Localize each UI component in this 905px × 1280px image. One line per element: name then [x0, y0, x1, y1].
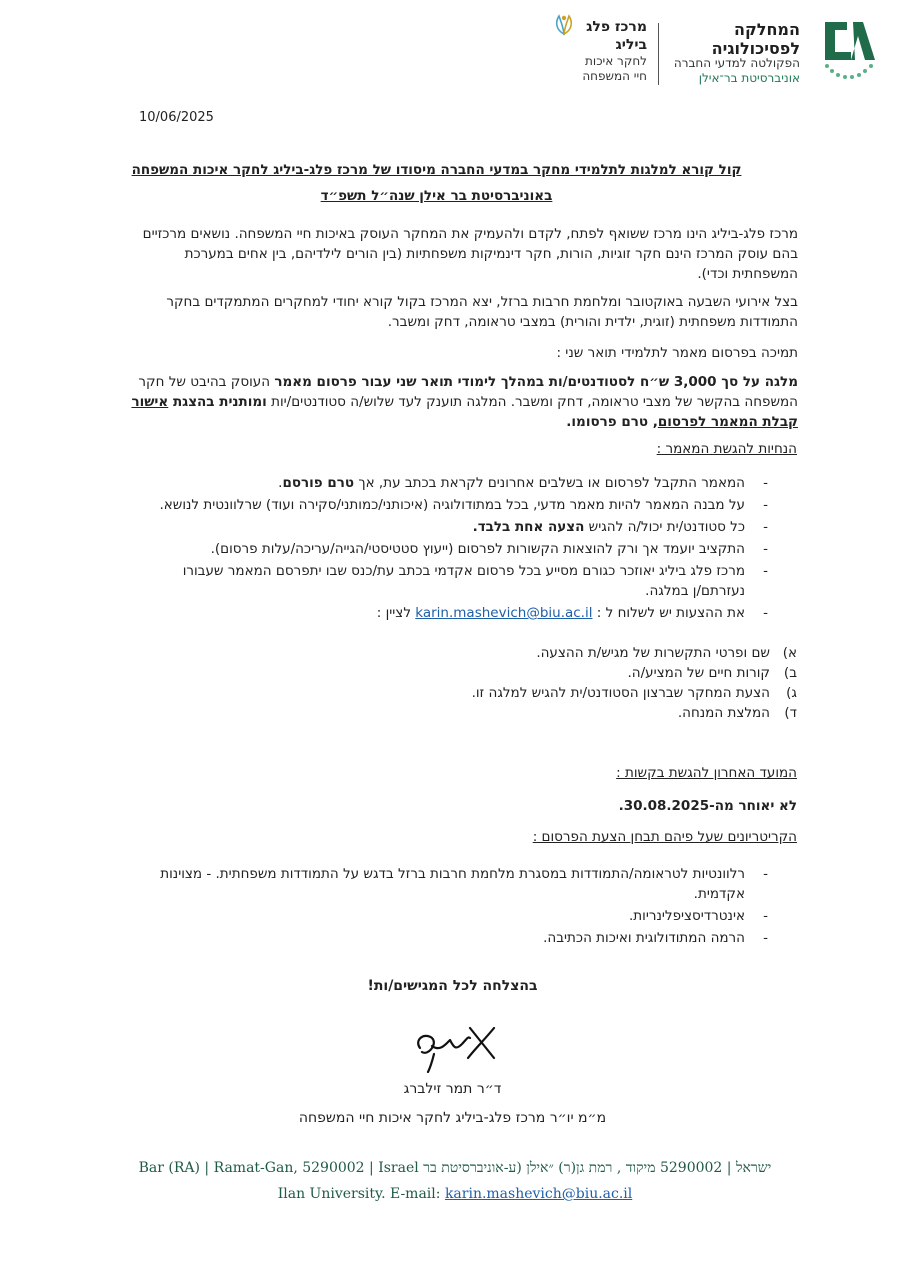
bar-ilan-logo-icon [821, 16, 879, 82]
item-text: המלצת המנחה. [677, 705, 770, 721]
guidelines-heading: הנחיות להגשת המאמר : [656, 441, 797, 457]
item-marker: ד) [784, 705, 797, 721]
list-item [150, 539, 798, 559]
grant-condition-end: , טרם פרסומו. [566, 414, 658, 430]
criteria-list [110, 864, 798, 950]
signer-name: ד״ר תמר זילברג [403, 1081, 502, 1097]
list-item [150, 561, 798, 601]
header-divider [658, 23, 659, 85]
title-line2: באוניברסיטת בר אילן שנה״ל תשפ״ד [320, 188, 553, 204]
list-item [397, 663, 797, 683]
department-title-line1: המחלקה [733, 20, 800, 39]
center-logo-text [527, 18, 647, 84]
list-item: - הרמה המתודולוגית ואיכות הכתיבה. [110, 928, 798, 948]
footer-email-link[interactable]: karin.mashevich@biu.ac.il [444, 1186, 633, 1202]
list-item [397, 683, 797, 703]
university-name: אוניברסיטת בר־אילן [698, 71, 800, 85]
center-leaf-icon [553, 12, 575, 36]
list-item [150, 517, 798, 537]
center-subtitle-line1: לחקר איכות [585, 54, 647, 68]
submission-suffix: לציין : [376, 605, 416, 621]
grant-amount: מלגה על סך 3,000 ש״ח לסטודנטים/ות במהלך לימודי תואר שני עבור פרסום מאמר [274, 374, 798, 390]
department-title-line2: לפסיכולוגיה [711, 39, 800, 58]
grant-text: העוסק בהיבט של חקר המשפחה בהקשר של מצבי טראומה, דחק ומשבר. המלגה תוענק לעד שלוש/ה סטודנטים/יות [138, 374, 798, 410]
footer-address [60, 1155, 850, 1207]
footer-email-label: Ilan University. E-mail: [277, 1186, 445, 1202]
item-text: מרכז פלג ביליג יאוזכר כגורם מסייע בכל פרסום אקדמי בכתב עת/כנס שבו יתפרסם המאמר שעבורו נעזרתם/ן במלגה. [182, 563, 745, 599]
item-text: על מבנה המאמר להיות מאמר מדעי, בכל במתודולוגיה (איכותני/כמותני/סקירה ועוד) שרלוונטית לנושא. [159, 497, 745, 513]
page-title [90, 157, 783, 209]
list-item [150, 603, 798, 623]
list-item [150, 473, 798, 493]
grant-condition: ומותנית בהצגת [168, 394, 267, 410]
list-item [397, 703, 797, 723]
faculty-name: הפקולטה למדעי החברה [673, 56, 800, 70]
submission-items [397, 643, 797, 723]
criteria-heading: הקריטריונים שעל פיהם תבחן הצעת הפרסום : [532, 829, 797, 845]
center-title-line1: מרכז פלג [586, 19, 647, 35]
center-subtitle-line2: חיי המשפחה [582, 69, 647, 83]
item-text: שם ופרטי התקשרות של מגיש/ת ההצעה. [536, 645, 770, 661]
list-item: - רלוונטיות לטראומה/התמודדות במסגרת מלחמת חרבות ברזל בדגש על התמודדות משפחתית. - מצוינות אקדמית. [110, 864, 798, 904]
item-text: התקציב יועמד אך ורק להוצאות הקשורות לפרסום (ייעוץ סטטיסטי/הגייה/עריכה/עלות פרסום). [210, 541, 745, 557]
grant-acceptance: אישור קבלת המאמר לפרסום [131, 394, 798, 430]
guidelines-list [150, 473, 798, 625]
footer-line2 [60, 1181, 850, 1207]
center-title-line2: ביליג [615, 37, 647, 53]
list-item [397, 643, 797, 663]
item-marker: א) [782, 645, 797, 661]
item-bold: הצעה אחת בלבד. [472, 519, 585, 535]
item-text: כל סטודנט/ית יכול/ה להגיש [584, 519, 745, 535]
submission-prefix: את ההצעות יש לשלוח ל : [592, 605, 745, 621]
item-text: המאמר התקבל לפרסום או בשלבים אחרונים לקראת בכתב עת, אך [354, 475, 745, 491]
item-text: קורות חיים של המציע/ה. [627, 665, 770, 681]
good-luck-text: בהצלחה לכל המגישים/ות! [367, 978, 538, 994]
intro-paragraph: מרכז פלג-ביליג הינו מרכז ששואף לפתח, לקדם ולהעמיק את המחקר העוסק באיכות חיי המשפחה. נושאים מרכזיים בהם עוסק המרכז הינם חקר זוגיות, הורות, חקר דינמיקות משפחתיות (בין הורים לילדיהם, בין אחים במערכת המשפחתית וכדי). [142, 226, 798, 282]
item-after: . [278, 475, 283, 491]
deadline-date: לא יאוחר מה-30.08.2025. [618, 798, 797, 814]
title-line1: קול קורא למלגות לתלמידי מחקר במדעי החברה מיסודו של מרכז פלג-ביליג לחקר איכות המשפחה [131, 162, 742, 178]
signature-icon [410, 1018, 500, 1073]
context-paragraph: בצל אירועי השבעה באוקטובר ומלחמת חרבות ברזל, יצא המרכז בקול קורא יחודי למחקרים המתמקדים בחקר התמודדות משפחתית (זוגית, ילדית והורית) במצבי טראומה, דחק ומשבר. [166, 294, 798, 330]
list-item: - אינטרדיסציפלינריות. [110, 906, 798, 926]
footer-line1: Bar (RA) | Ramat-Gan, 5290002 | Israel ישראל | 5290002 מיקוד , רמת גן(ר) ״אילן (ע-אוניברסיטת בר [138, 1160, 772, 1176]
submission-email-link[interactable]: karin.mashevich@biu.ac.il [415, 605, 593, 621]
item-marker: ב) [783, 665, 797, 681]
support-line: תמיכה בפרסום מאמר לתלמידי תואר שני : [556, 345, 798, 361]
deadline-heading: המועד האחרון להגשת בקשות : [616, 765, 797, 781]
item-bold: טרם פורסם [282, 475, 355, 491]
grant-paragraph [126, 372, 798, 432]
signer-role: מ״מ יו״ר מרכז פלג-ביליג לחקר איכות חיי המשפחה [298, 1110, 607, 1126]
document-date: 10/06/2025 [139, 110, 214, 125]
list-item [150, 495, 798, 515]
item-marker: ג) [786, 685, 797, 701]
item-text: הצעת המחקר שברצון הסטודנט/ית להגיש למלגה זו. [471, 685, 770, 701]
